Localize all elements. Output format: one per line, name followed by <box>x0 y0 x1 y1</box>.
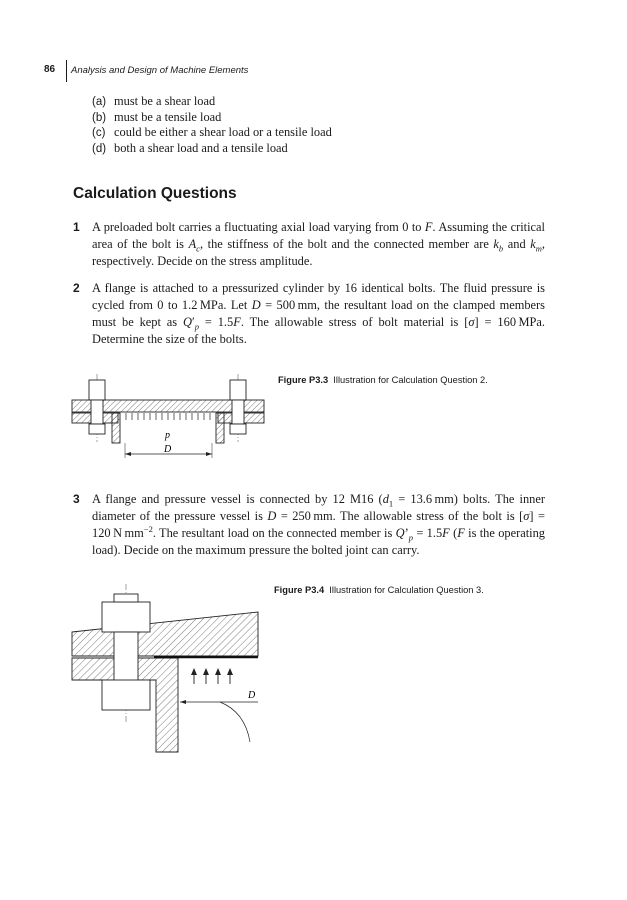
figure-p3-4-diagram <box>70 582 260 754</box>
diameter-symbol: D <box>248 690 256 701</box>
pressure-symbol: p <box>165 430 170 441</box>
question-3: 3 A flange and pressure vessel is connected by 12 M16 ($d_1 = 13.6$ mm) bolts. The inner diameter of the pressure vessel is D = 250 mm. The allowable stress of the bolt is [σ] = 120 N $mm^{-2}$. The resultant load on the connected member is $Q’_p = 1.5F$ (F is the operating load). Decide on the maximum pressure the bolted joint can carry. <box>73 492 545 557</box>
figure-p3-4-caption: Figure P3.4 Illustration for Calculation Question 3. <box>274 585 484 595</box>
option-b: (b) must be a tensile load <box>92 110 222 124</box>
option-c: (c) could be either a shear load or a tensile load <box>92 125 332 139</box>
figure-p3-3-caption: Figure P3.3 Illustration for Calculation Question 2. <box>278 375 488 385</box>
diameter-symbol: D <box>164 444 172 455</box>
running-title: Analysis and Design of Machine Elements <box>71 65 249 76</box>
page-number: 86 <box>44 64 56 75</box>
section-heading: Calculation Questions <box>73 185 237 202</box>
option-a: (a) must be a shear load <box>92 94 216 108</box>
question-1: 1 A preloaded bolt carries a fluctuating axial load varying from 0 to F. Assuming the critical area of the bolt is $A_c$, the stiffness of the bolt and the connected member are $k_b$ and $k_m$, respectively. Decide on the stress amplitude. <box>73 220 545 268</box>
option-d: (d) both a shear load and a tensile load <box>92 141 288 155</box>
header-rule <box>66 60 67 82</box>
figure-p3-3-diagram <box>70 372 266 460</box>
question-2: 2 A flange is attached to a pressurized cylinder by 16 identical bolts. The fluid pressure is cycled from 0 to 1.2 MPa. Let D = 500 mm, the resultant load on the clamped members must be kept as $Q'_p = 1.5F$. The allowable stress of bolt material is [σ] = 160 MPa. Determine the size of the bolts. <box>73 281 546 346</box>
